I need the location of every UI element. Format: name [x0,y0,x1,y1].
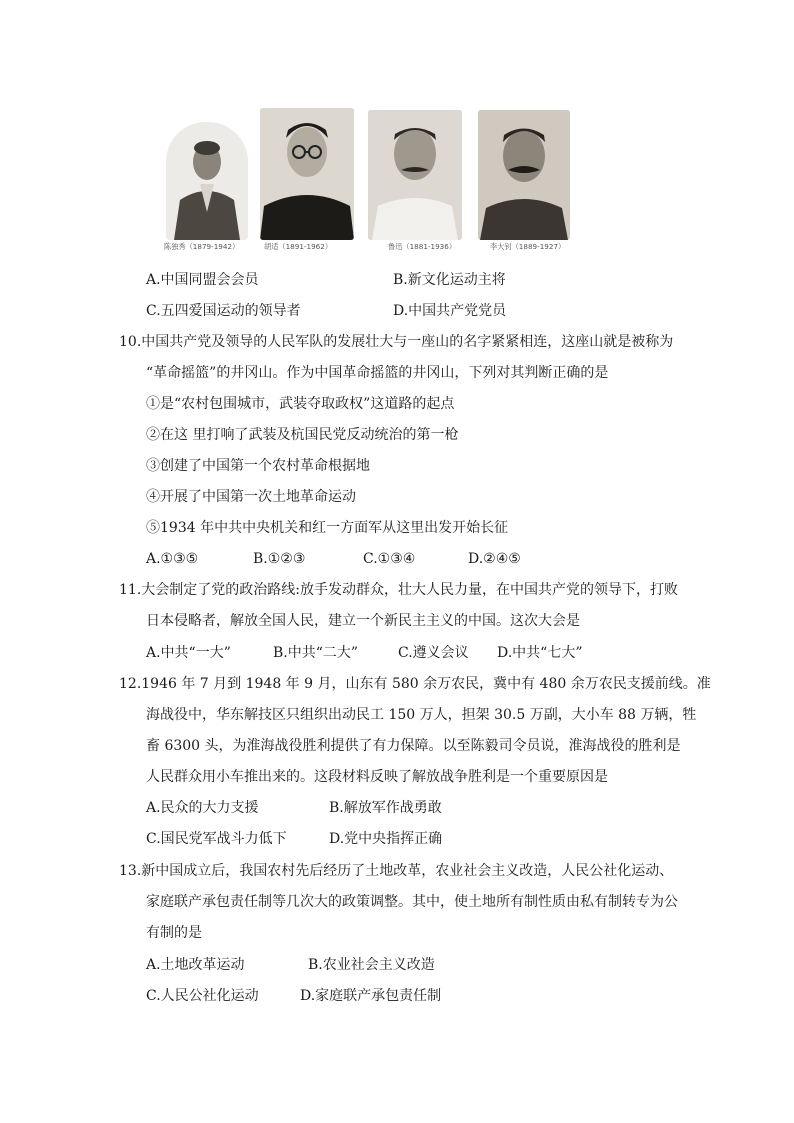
q9-option-d: D.中国共产党党员 [393,303,507,319]
q13-stem-line3: 有制的是 [146,925,202,941]
q13-option-c: C.人民公社化运动 [146,988,259,1004]
q13-stem-line1: 13.新中国成立后，我国农村先后经历了土地改革，农业社会主义改造，人民公社化运动、 [119,863,674,879]
portrait-li-dazhao-image [478,110,570,240]
q12-stem-line4: 人民群众用小车推出来的。这段材料反映了解放战争胜利是一个重要原因是 [146,769,608,785]
portrait-chen-duxiu-image [166,122,248,240]
q10-item-2: ②在这 里打响了武装及杭国民党反动统治的第一枪 [146,427,459,443]
q12-option-a: A.民众的大力支援 [146,800,259,816]
q12-stem-line1: 12.1946 年 7 月到 1948 年 9 月，山东有 580 余万农民，冀中有 480 余万农民支援前线。准 [119,676,711,692]
q12-option-b: B.解放军作战勇敢 [329,800,442,816]
q11-option-d: D.中共“七大” [497,645,583,661]
q10-option-b: B.①②③ [253,551,306,567]
caption-li-dazhao: 李大钊（1889-1927） [490,242,566,251]
q10-stem-line2: “革命摇篮”的井冈山。作为中国革命摇篮的井冈山，下列对其判断正确的是 [146,365,609,381]
q11-stem-line1: 11.大会制定了党的政治路线:放手发动群众，壮大人民力量，在中国共产党的领导下，打败 [119,582,678,598]
q10-item-1: ①是“农村包围城市，武装夺取政权”这道路的起点 [146,396,455,412]
q10-option-d: D.②④⑤ [468,551,521,567]
portrait-row [160,98,580,258]
q10-item-3: ③创建了中国第一个农村革命根据地 [146,458,370,474]
q12-option-d: D.党中央指挥正确 [329,831,443,847]
caption-hu-shi: 胡适（1891-1962） [264,242,333,251]
q10-stem-line1: 10.中国共产党及领导的人民军队的发展壮大与一座山的名字紧紧相连，这座山就是被称为 [119,334,674,350]
q10-option-a: A.①③⑤ [146,551,199,567]
q13-option-b: B.农业社会主义改造 [308,957,435,973]
q12-stem-line2: 海战役中，华东解技区只组织出动民工 150 万人，担架 30.5 万副，大小车 88 万辆，牲 [146,707,697,723]
q12-option-c: C.国民党军战斗力低下 [146,831,287,847]
q13-option-a: A.土地改革运动 [146,957,245,973]
q10-item-5: ⑤1934 年中共中央机关和红一方面军从这里出发开始长征 [146,520,509,536]
q11-option-b: B.中共“二大” [273,645,359,661]
portrait-hu-shi-image [260,108,354,240]
portrait-lu-xun-image [368,110,462,240]
caption-lu-xun: 鲁迅（1881-1936） [388,242,457,251]
q13-stem-line2: 家庭联产承包责任制等几次大的政策调整。其中，使土地所有制性质由私有制转专为公 [146,894,678,910]
q13-option-d: D.家庭联产承包责任制 [300,988,442,1004]
q9-option-b: B.新文化运动主将 [393,272,506,288]
q11-option-c: C.遵义会议 [398,645,469,661]
q11-stem-line2: 日本侵略者，解放全国人民，建立一个新民主主义的中国。这次大会是 [146,613,580,629]
q9-option-a: A.中国同盟会会员 [146,272,259,288]
q12-stem-line3: 畜 6300 头，为淮海战役胜利提供了有力保障。以至陈毅司令员说，淮海战役的胜利是 [146,738,681,754]
q10-option-c: C.①③④ [363,551,416,567]
q11-option-a: A.中共“一大” [146,645,231,661]
caption-chen-duxiu: 陈独秀（1879-1942） [164,242,240,251]
q9-option-c: C.五四爱国运动的领导者 [146,303,301,319]
q10-item-4: ④开展了中国第一次土地革命运动 [146,489,356,505]
portrait-captions [160,242,580,256]
